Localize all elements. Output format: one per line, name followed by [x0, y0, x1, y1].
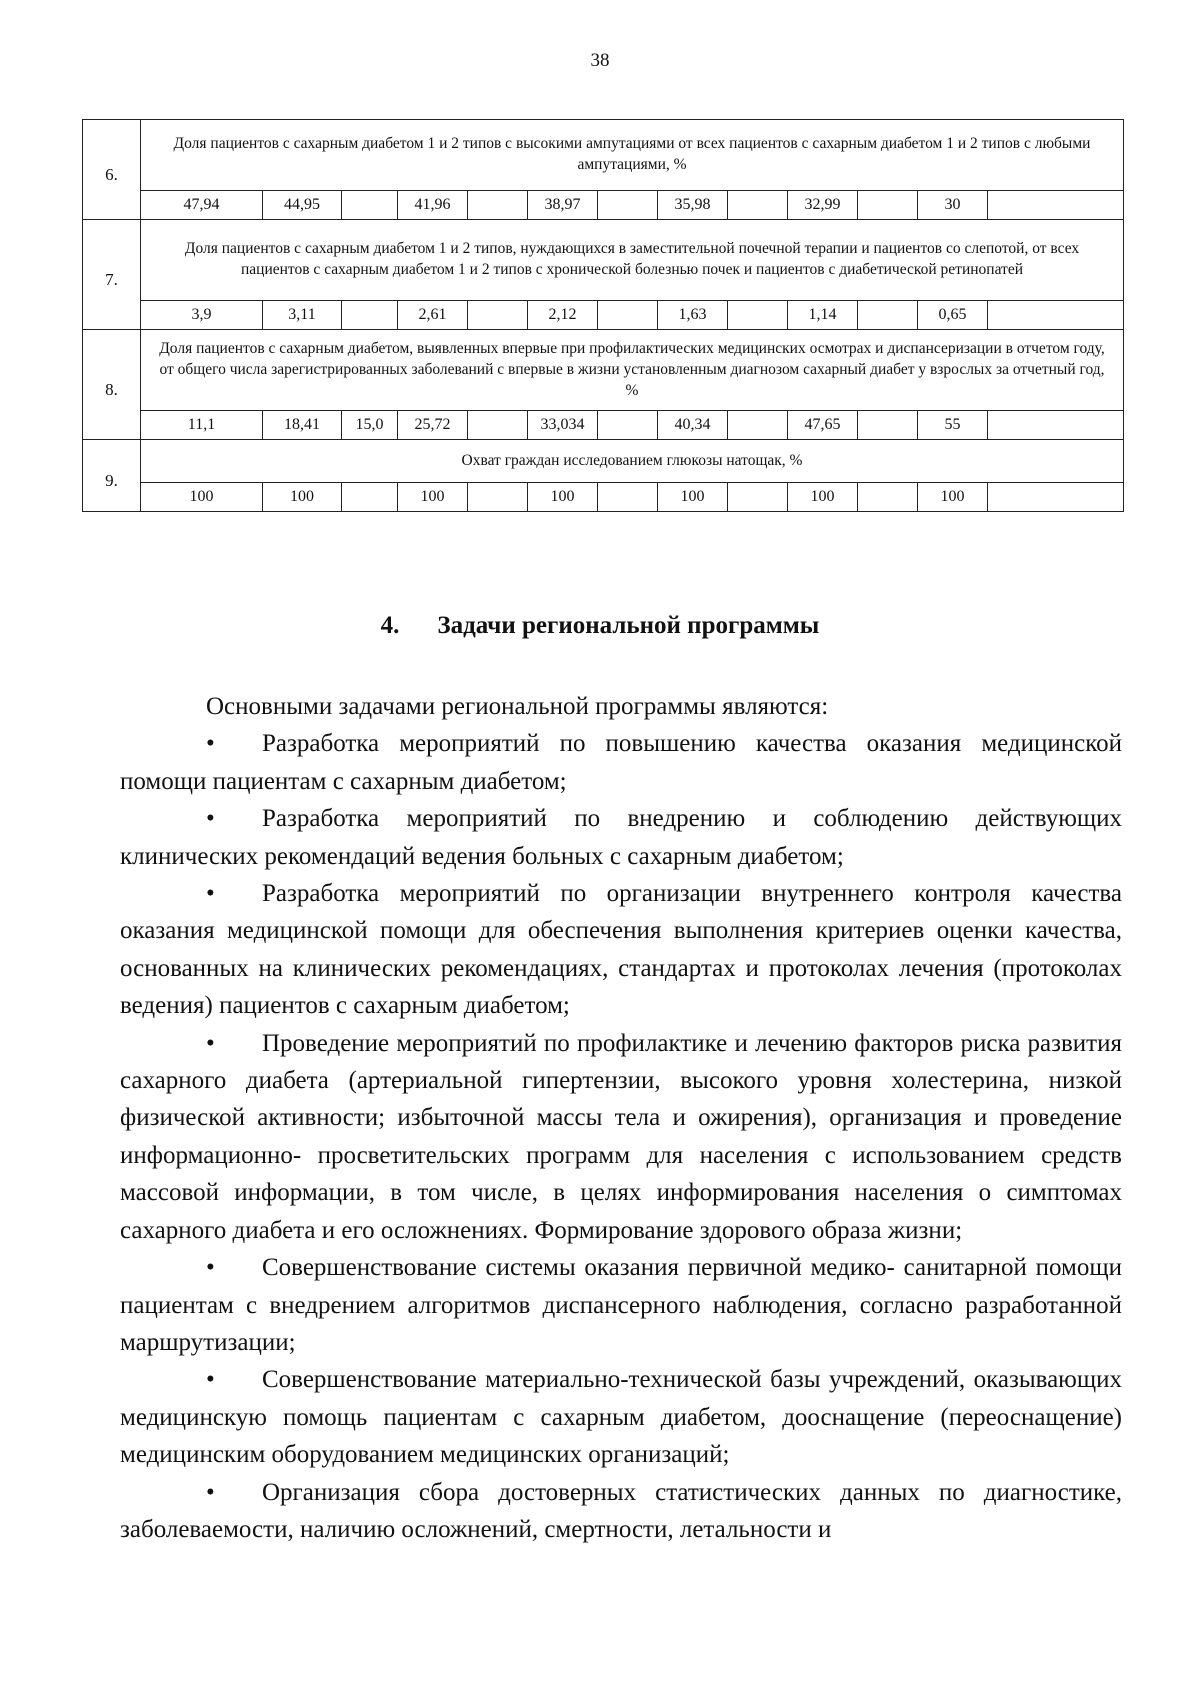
value-cell [598, 191, 658, 219]
value-cell: 55 [918, 411, 988, 439]
indicator-values [141, 190, 1123, 219]
value-cell: 11,1 [141, 411, 263, 439]
bullet-icon: • [206, 1254, 215, 1282]
indicators-table [82, 119, 1124, 512]
value-cell: 1,14 [788, 301, 858, 329]
indicator-title: Охват граждан исследованием глюкозы натощак, % [461, 451, 803, 469]
indicator-number: 8. [83, 330, 141, 439]
value-cell [468, 483, 528, 511]
task-item [120, 1474, 1122, 1549]
task-text: Проведение мероприятий по профилактике и лечению факторов риска развития сахарного диабета (артериальной гипертензии, высокого уровня холестерина, низкой физической активности; избыточной массы тела и ожирения), организация и проведение информационно- просветительских программ для населения с использованием средств массовой информации, в том числе, в целях информирования населения о симптомах сахарного диабета и его осложнениях. Формирование здорового образа жизни; [120, 1029, 1122, 1244]
indicator-body [141, 120, 1123, 219]
value-cell [858, 301, 918, 329]
indicator-title: Доля пациентов с сахарным диабетом 1 и 2 типов, нуждающихся в заместительной почечной терапии и пациентов со слепотой, от всех пациентов с сахарным диабетом 1 и 2 типов с хронической болезнью почек и пациентов с диабетической ретинопатей [184, 240, 1080, 278]
task-item [120, 1361, 1122, 1473]
value-cell: 100 [141, 483, 263, 511]
value-cell: 100 [398, 483, 468, 511]
value-cell: 100 [918, 483, 988, 511]
value-cell [988, 483, 1047, 511]
value-cell [598, 301, 658, 329]
intro-text: Основными задачами региональной программы являются: [206, 693, 829, 720]
value-cell [858, 191, 918, 219]
indicator-body [141, 440, 1123, 511]
section-title: Задачи региональной программы [437, 612, 820, 639]
task-item [120, 1249, 1122, 1361]
value-cell: 2,61 [398, 301, 468, 329]
value-cell: 35,98 [658, 191, 728, 219]
value-cell: 33,034 [528, 411, 598, 439]
indicator-number: 6. [83, 120, 141, 219]
value-cell: 100 [788, 483, 858, 511]
value-cell [342, 483, 398, 511]
value-cell: 30 [918, 191, 988, 219]
page-number: 38 [590, 50, 610, 71]
value-cell [858, 411, 918, 439]
indicator-values [141, 300, 1123, 329]
indicator-title: Доля пациентов с сахарным диабетом 1 и 2 типов с высокими ампутациями от всех пациентов с сахарным диабетом 1 и 2 типов с любыми ампутациями, % [173, 135, 1091, 173]
value-cell: 100 [658, 483, 728, 511]
value-cell: 38,97 [528, 191, 598, 219]
bullet-icon: • [206, 1478, 215, 1506]
value-cell: 0,65 [918, 301, 988, 329]
indicator-row [83, 120, 1123, 219]
value-cell: 1,63 [658, 301, 728, 329]
indicator-values [141, 482, 1123, 511]
value-cell: 15,0 [342, 411, 398, 439]
value-cell [728, 301, 788, 329]
task-text: Разработка мероприятий по внедрению и соблюдению действующих клинических рекомендаций ведения больных с сахарным диабетом; [120, 805, 1122, 870]
value-cell [858, 483, 918, 511]
task-text: Совершенствование материально-технической базы учреждений, оказывающих медицинскую помощь пациентам с сахарным диабетом, дооснащение (переоснащение) медицинским оборудованием медицинских организаций; [120, 1366, 1122, 1469]
task-item [120, 725, 1122, 800]
task-item [120, 800, 1122, 875]
value-cell [598, 411, 658, 439]
value-cell: 3,11 [263, 301, 342, 329]
value-cell: 18,41 [263, 411, 342, 439]
indicator-row [83, 439, 1123, 511]
value-cell [728, 191, 788, 219]
indicator-row [83, 329, 1123, 439]
value-cell: 100 [528, 483, 598, 511]
indicator-number: 9. [83, 440, 141, 511]
task-text: Совершенствование системы оказания первичной медико- санитарной помощи пациентам с внедрением алгоритмов диспансерного наблюдения, согласно разработанной маршрутизации; [120, 1254, 1122, 1356]
task-text: Организация сбора достоверных статистических данных по диагностике, заболеваемости, наличию осложнений, смертности, летальности и [120, 1478, 1122, 1543]
indicator-body [141, 220, 1123, 329]
value-cell: 47,94 [141, 191, 263, 219]
value-cell: 47,65 [788, 411, 858, 439]
value-cell [342, 191, 398, 219]
value-cell [988, 191, 1047, 219]
value-cell: 41,96 [398, 191, 468, 219]
task-text: Разработка мероприятий по повышению качества оказания медицинской помощи пациентам с сахарным диабетом; [120, 730, 1122, 795]
value-cell [598, 483, 658, 511]
bullet-icon: • [206, 880, 215, 908]
value-cell [728, 411, 788, 439]
bullet-icon: • [206, 1029, 215, 1057]
indicator-number: 7. [83, 220, 141, 329]
value-cell: 40,34 [658, 411, 728, 439]
value-cell: 3,9 [141, 301, 263, 329]
value-cell [988, 411, 1047, 439]
task-item [120, 1025, 1122, 1249]
indicator-row [83, 219, 1123, 329]
value-cell: 25,72 [398, 411, 468, 439]
value-cell [988, 301, 1047, 329]
indicator-values [141, 410, 1123, 439]
value-cell: 32,99 [788, 191, 858, 219]
task-item [120, 875, 1122, 1025]
task-text: Разработка мероприятий по организации внутреннего контроля качества оказания медицинской помощи для обеспечения выполнения критериев оценки качества, основанных на клинических рекомендациях, стандартах и протоколах лечения (протоколах ведения) пациентов с сахарным диабетом; [120, 880, 1122, 1020]
bullet-icon: • [206, 1366, 215, 1394]
value-cell [728, 483, 788, 511]
value-cell [468, 301, 528, 329]
value-cell: 2,12 [528, 301, 598, 329]
section-heading [0, 612, 1200, 640]
bullet-icon: • [206, 805, 215, 833]
bullet-icon: • [206, 730, 215, 758]
value-cell: 44,95 [263, 191, 342, 219]
value-cell: 100 [263, 483, 342, 511]
section-number: 4. [380, 612, 400, 639]
indicator-title: Доля пациентов с сахарным диабетом, выявленных впервые при профилактических медицинских осмотрах и диспансеризации в отчетом году, от общего числа зарегистрированных заболеваний с впервые в жизни установленным диагнозом сахарный диабет у взрослых за отчетный год, % [159, 339, 1105, 399]
value-cell [468, 411, 528, 439]
indicator-body [141, 330, 1123, 439]
value-cell [342, 301, 398, 329]
tasks-section [120, 688, 1122, 1548]
value-cell [468, 191, 528, 219]
